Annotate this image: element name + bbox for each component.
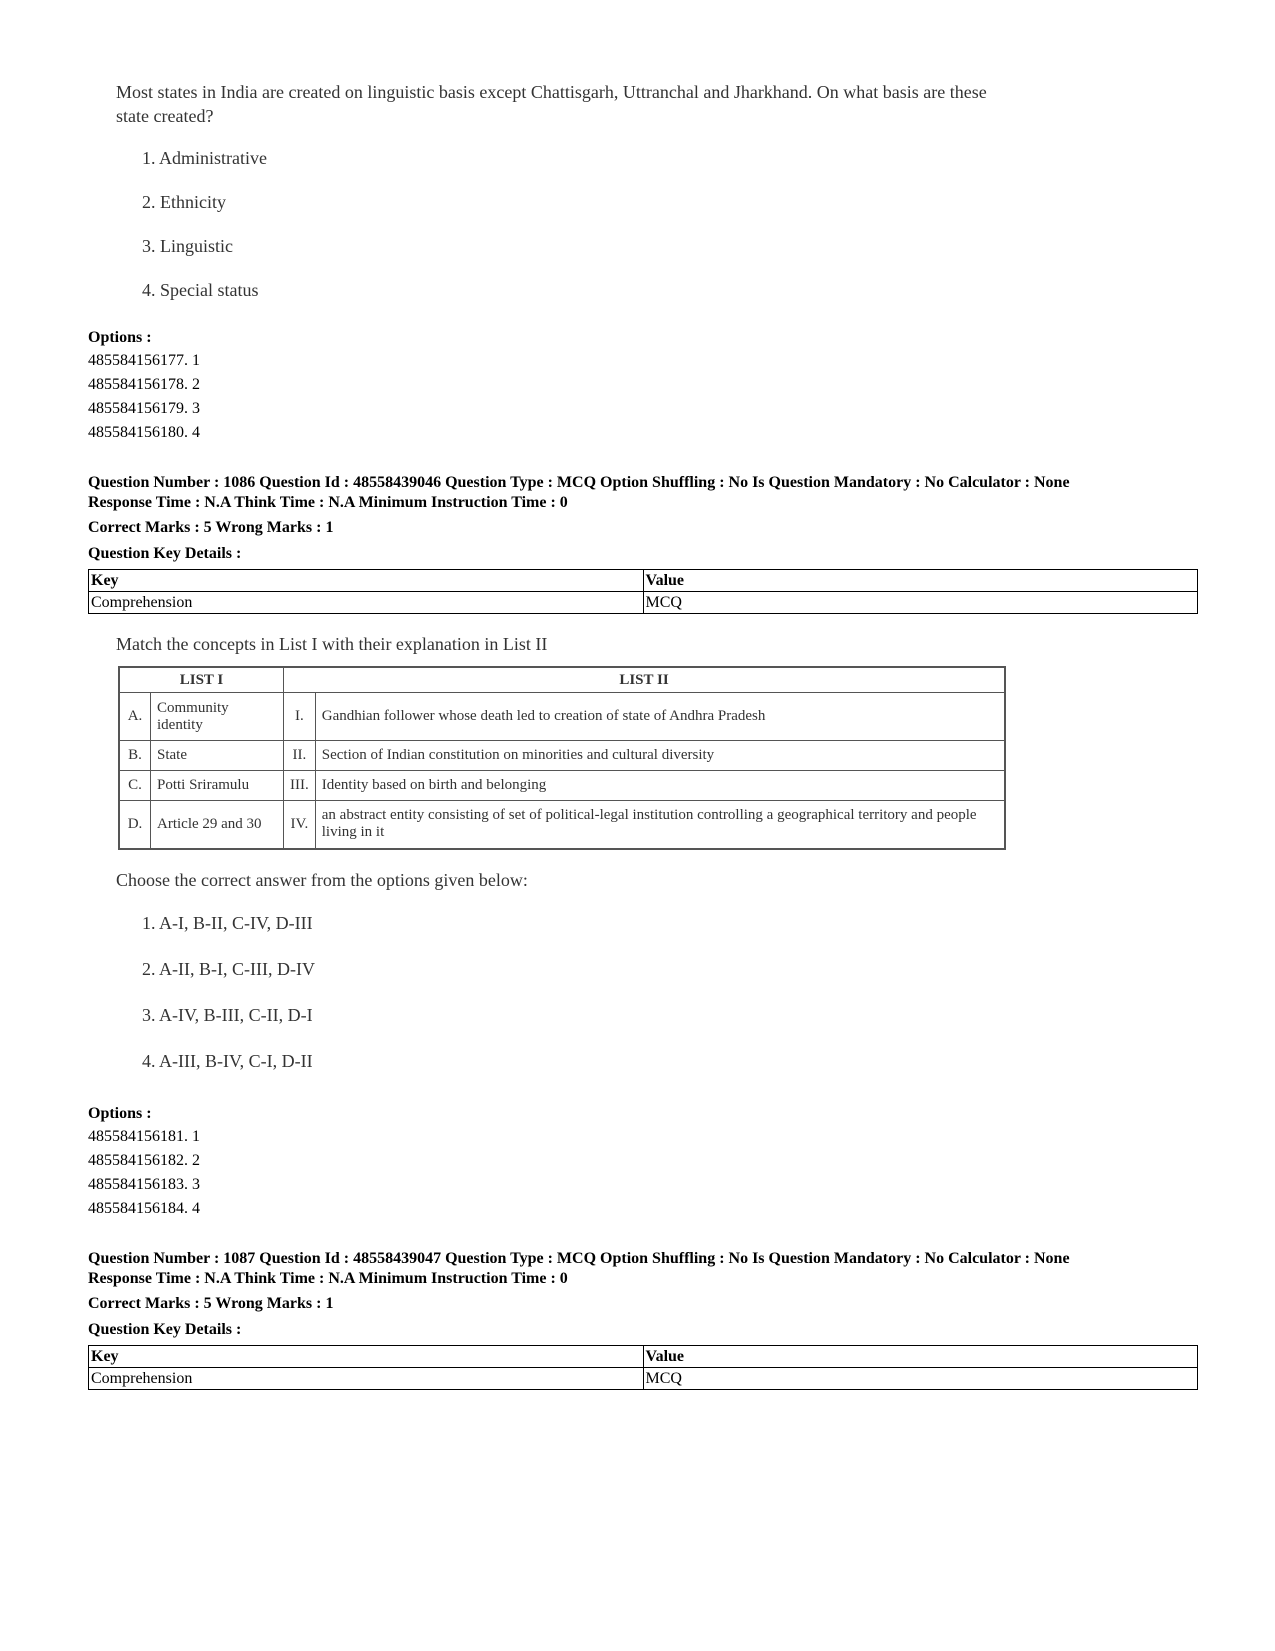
value-header: Value bbox=[643, 570, 1198, 592]
row-numeral: III. bbox=[284, 771, 316, 801]
option-line: 485584156180. 4 bbox=[88, 424, 200, 441]
option-line: 485584156182. 2 bbox=[88, 1152, 200, 1169]
key-header: Key bbox=[89, 1346, 644, 1368]
option-line: 485584156178. 2 bbox=[88, 376, 200, 393]
row-numeral: I. bbox=[284, 693, 316, 741]
marks-line: Correct Marks : 5 Wrong Marks : 1 bbox=[88, 1295, 334, 1312]
question-2-choice: 4. A-III, B-IV, C-I, D-II bbox=[142, 1050, 313, 1071]
key-details-title: Question Key Details : bbox=[88, 1321, 242, 1338]
match-row bbox=[119, 771, 1005, 801]
question-meta-line: Response Time : N.A Think Time : N.A Minimum Instruction Time : 0 bbox=[88, 1270, 568, 1287]
question-1-options bbox=[88, 326, 1198, 445]
question-1-choice: 1. Administrative bbox=[142, 148, 267, 168]
key-table bbox=[88, 569, 1198, 614]
list-1-item: Article 29 and 30 bbox=[151, 801, 284, 849]
options-title: Options : bbox=[88, 329, 152, 346]
question-2-choice: 2. A-II, B-I, C-III, D-IV bbox=[142, 958, 315, 979]
question-3-meta bbox=[88, 1249, 1198, 1390]
question-1-stem: Most states in India are created on linguistic basis except Chattisgarh, Uttranchal and Jharkhand. On what basis are these state created? bbox=[116, 82, 987, 126]
list-2-header: LIST II bbox=[284, 667, 1006, 693]
question-1-choice: 2. Ethnicity bbox=[142, 192, 226, 212]
option-line: 485584156177. 1 bbox=[88, 352, 200, 369]
list-2-item: Gandhian follower whose death led to creation of state of Andhra Pradesh bbox=[315, 693, 1005, 741]
list-2-item: an abstract entity consisting of set of political-legal institution controlling a geographical territory and people living in it bbox=[315, 801, 1005, 849]
marks-line: Correct Marks : 5 Wrong Marks : 1 bbox=[88, 519, 334, 536]
option-line: 485584156184. 4 bbox=[88, 1200, 200, 1217]
choose-instruction: Choose the correct answer from the options given below: bbox=[116, 869, 528, 890]
question-meta-line: Question Number : 1087 Question Id : 48558439047 Question Type : MCQ Option Shuffling : No Is Question Mandatory : No Calculator : None bbox=[88, 1250, 1070, 1267]
option-line: 485584156179. 3 bbox=[88, 400, 200, 417]
match-row bbox=[119, 801, 1005, 849]
question-1-choice: 4. Special status bbox=[142, 280, 259, 300]
key-table-header bbox=[89, 1346, 1198, 1368]
option-line: 485584156181. 1 bbox=[88, 1128, 200, 1145]
match-row bbox=[119, 741, 1005, 771]
key-table-row bbox=[89, 592, 1198, 614]
match-table-header bbox=[119, 667, 1005, 693]
row-letter: A. bbox=[119, 693, 151, 741]
list-1-item: State bbox=[151, 741, 284, 771]
question-2-choice: 1. A-I, B-II, C-IV, D-III bbox=[142, 912, 313, 933]
list-2-item: Section of Indian constitution on minorities and cultural diversity bbox=[315, 741, 1005, 771]
match-table bbox=[118, 666, 1006, 850]
key-cell: Comprehension bbox=[89, 1368, 644, 1390]
question-2-choice: 3. A-IV, B-III, C-II, D-I bbox=[142, 1004, 313, 1025]
option-line: 485584156183. 3 bbox=[88, 1176, 200, 1193]
question-1-image bbox=[108, 80, 988, 322]
list-1-item: Community identity bbox=[151, 693, 284, 741]
key-details-title: Question Key Details : bbox=[88, 545, 242, 562]
row-letter: D. bbox=[119, 801, 151, 849]
question-meta-line: Response Time : N.A Think Time : N.A Minimum Instruction Time : 0 bbox=[88, 494, 568, 511]
row-letter: B. bbox=[119, 741, 151, 771]
value-cell: MCQ bbox=[643, 1368, 1198, 1390]
key-table-row bbox=[89, 1368, 1198, 1390]
question-2-image bbox=[108, 632, 1008, 1094]
question-2-meta bbox=[88, 473, 1198, 614]
row-numeral: IV. bbox=[284, 801, 316, 849]
key-header: Key bbox=[89, 570, 644, 592]
options-title: Options : bbox=[88, 1105, 152, 1122]
match-row bbox=[119, 693, 1005, 741]
key-cell: Comprehension bbox=[89, 592, 644, 614]
row-numeral: II. bbox=[284, 741, 316, 771]
row-letter: C. bbox=[119, 771, 151, 801]
question-1-choice: 3. Linguistic bbox=[142, 236, 233, 256]
list-1-header: LIST I bbox=[119, 667, 284, 693]
question-2-options bbox=[88, 1102, 1198, 1221]
question-meta-line: Question Number : 1086 Question Id : 48558439046 Question Type : MCQ Option Shuffling : No Is Question Mandatory : No Calculator : None bbox=[88, 474, 1070, 491]
list-1-item: Potti Sriramulu bbox=[151, 771, 284, 801]
key-table bbox=[88, 1345, 1198, 1390]
key-table-header bbox=[89, 570, 1198, 592]
list-2-item: Identity based on birth and belonging bbox=[315, 771, 1005, 801]
value-header: Value bbox=[643, 1346, 1198, 1368]
value-cell: MCQ bbox=[643, 592, 1198, 614]
question-2-stem: Match the concepts in List I with their explanation in List II bbox=[116, 634, 548, 654]
